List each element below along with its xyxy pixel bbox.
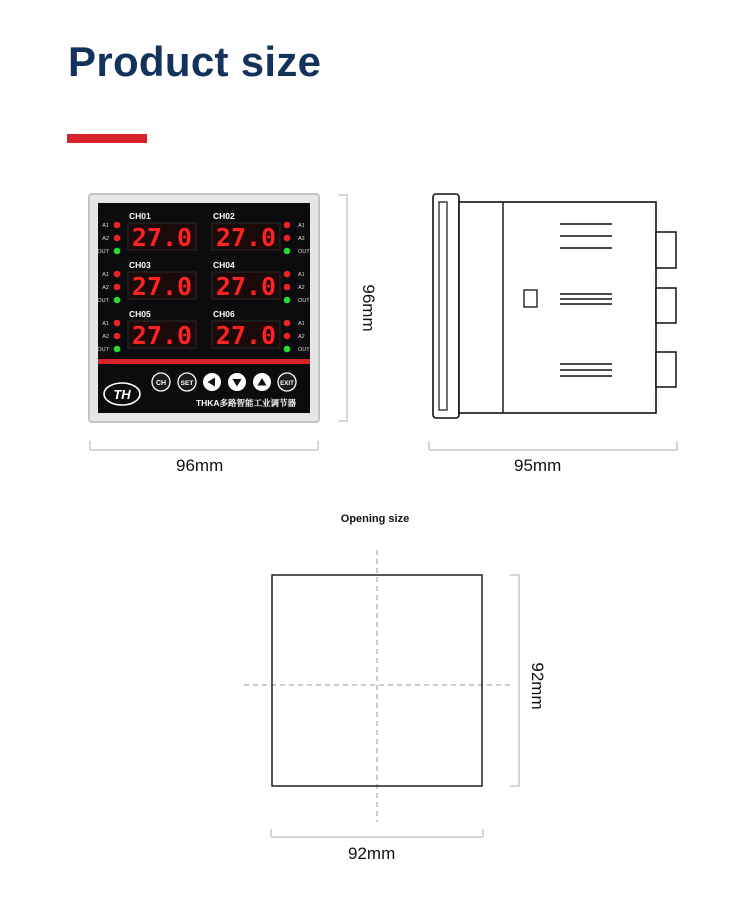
title-accent-bar bbox=[67, 134, 147, 143]
svg-text:SET: SET bbox=[180, 380, 194, 387]
alarm-led bbox=[114, 222, 121, 229]
red-divider bbox=[98, 359, 310, 364]
front-width-label: 96mm bbox=[176, 456, 224, 475]
alarm-led bbox=[284, 333, 291, 340]
channel-value: 27.0 bbox=[131, 272, 193, 301]
alarm-led bbox=[114, 284, 121, 291]
indicator-label: OUT bbox=[298, 298, 310, 304]
opening-width-label: 92mm bbox=[348, 844, 396, 863]
front-height-label: 96mm bbox=[359, 284, 378, 332]
opening-size-title: Opening size bbox=[340, 513, 410, 525]
terminal-blocks bbox=[656, 232, 676, 387]
indicator-label: A2 bbox=[298, 285, 305, 291]
indicator-label: A2 bbox=[298, 236, 305, 242]
alarm-led bbox=[284, 235, 291, 242]
indicator-label: A2 bbox=[102, 236, 109, 242]
indicator-label: OUT bbox=[298, 347, 310, 353]
indicator-label: A1 bbox=[298, 321, 305, 327]
front-width-dimension bbox=[86, 438, 322, 454]
channel-name: CH02 bbox=[213, 211, 235, 221]
alarm-led bbox=[284, 271, 291, 278]
out-led bbox=[284, 248, 291, 255]
alarm-led bbox=[114, 333, 121, 340]
out-led bbox=[284, 297, 291, 304]
indicator-label: A1 bbox=[298, 223, 305, 229]
indicator-label: A1 bbox=[298, 272, 305, 278]
indicator-label: A1 bbox=[102, 272, 109, 278]
indicator-label: A1 bbox=[102, 321, 109, 327]
channel-value: 27.0 bbox=[131, 223, 193, 252]
alarm-led bbox=[284, 284, 291, 291]
out-led bbox=[284, 346, 291, 353]
opening-height-label: 92mm bbox=[528, 662, 547, 710]
indicator-label: OUT bbox=[97, 298, 109, 304]
opening-cutout bbox=[240, 550, 530, 825]
indicator-label: OUT bbox=[97, 249, 109, 255]
alarm-led bbox=[284, 222, 291, 229]
indicator-label: A2 bbox=[102, 334, 109, 340]
channel-value: 27.0 bbox=[131, 321, 193, 350]
indicator-label: A2 bbox=[298, 334, 305, 340]
up-arrow-button[interactable] bbox=[253, 373, 271, 391]
alarm-led bbox=[114, 235, 121, 242]
channel-value: 27.0 bbox=[215, 321, 277, 350]
channel-name: CH01 bbox=[129, 211, 151, 221]
opening-height-dimension bbox=[510, 575, 519, 786]
svg-text:CH: CH bbox=[155, 380, 167, 387]
side-view bbox=[428, 192, 680, 420]
out-led bbox=[114, 248, 121, 255]
alarm-led bbox=[114, 320, 121, 327]
indicator-label: A2 bbox=[102, 285, 109, 291]
svg-text:EXIT: EXIT bbox=[280, 380, 294, 387]
channel-name: CH04 bbox=[213, 260, 235, 270]
exit-button[interactable] bbox=[278, 373, 296, 391]
indicator-label: OUT bbox=[97, 347, 109, 353]
svg-text:TH: TH bbox=[113, 387, 131, 402]
page-title: Product size bbox=[68, 38, 322, 85]
side-depth-label: 95mm bbox=[514, 456, 562, 475]
down-arrow-button[interactable] bbox=[228, 373, 246, 391]
alarm-led bbox=[114, 271, 121, 278]
front-view bbox=[88, 193, 320, 423]
brand-text: THKA多路智能工业调节器 bbox=[195, 398, 297, 408]
channel-name: CH03 bbox=[129, 260, 151, 270]
set-button[interactable] bbox=[178, 373, 196, 391]
channel-name: CH06 bbox=[213, 309, 235, 319]
out-led bbox=[114, 297, 121, 304]
front-height-dimension bbox=[336, 192, 352, 424]
alarm-led bbox=[284, 320, 291, 327]
indicator-label: OUT bbox=[298, 249, 310, 255]
out-led bbox=[114, 346, 121, 353]
left-arrow-button[interactable] bbox=[203, 373, 221, 391]
side-depth-dimension bbox=[426, 438, 680, 454]
indicator-label: A1 bbox=[102, 223, 109, 229]
channel-name: CH05 bbox=[129, 309, 151, 319]
channel-value: 27.0 bbox=[215, 272, 277, 301]
channel-value: 27.0 bbox=[215, 223, 277, 252]
opening-width-dimension bbox=[268, 826, 488, 842]
ch-button[interactable] bbox=[152, 373, 170, 391]
